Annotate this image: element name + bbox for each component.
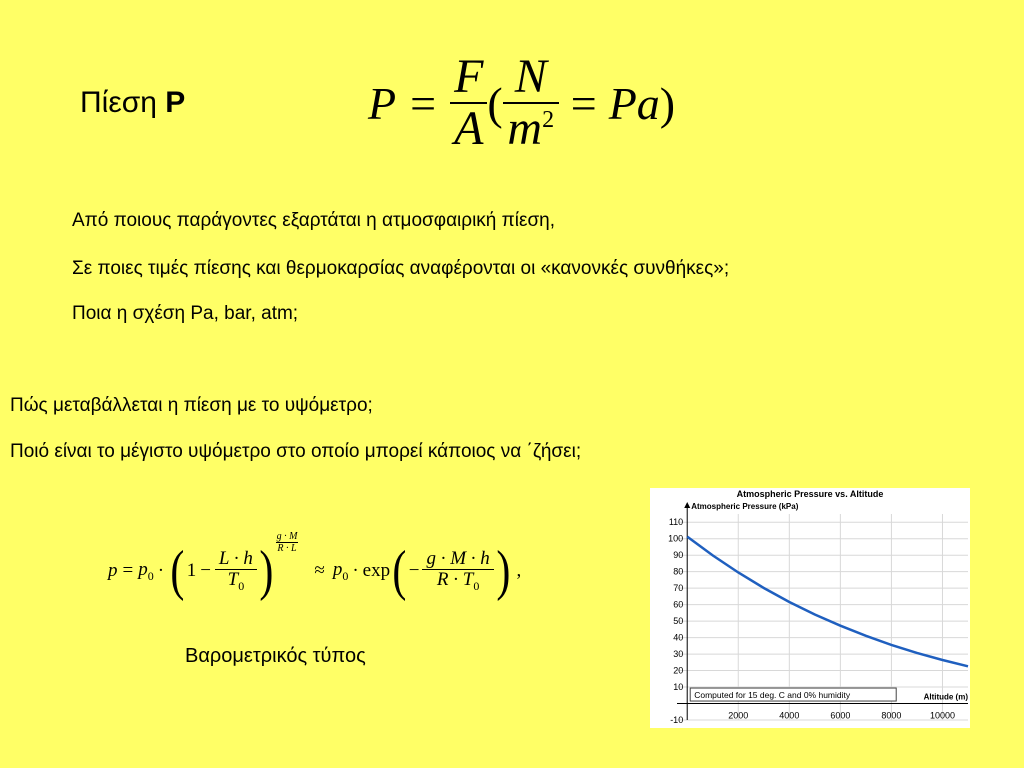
- y-tick-label: 40: [673, 632, 684, 643]
- x-tick-label: 6000: [830, 710, 851, 721]
- y-tick-label: 60: [673, 599, 684, 610]
- pressure-formula: [368, 52, 675, 155]
- baro-p0-2-sub: 0: [342, 568, 349, 583]
- baro-exp-den: R · L: [277, 543, 297, 554]
- force-over-area: [450, 52, 487, 155]
- m2-denominator: [503, 104, 558, 154]
- baro-lhs: p: [108, 560, 118, 581]
- baro-t0-sub: 0: [238, 579, 245, 594]
- baro-equals: =: [122, 560, 134, 581]
- baro-exp-fn: exp: [362, 560, 391, 581]
- baro-p0-2: [333, 559, 349, 584]
- question-5: Ποιό είναι το μέγιστο υψόμετρο στο οποίο μπορεί κάποιος να ΄ζήσει;: [10, 441, 582, 462]
- y-tick-label: 30: [673, 649, 684, 660]
- pascal-unit: Pa: [608, 77, 660, 129]
- question-4: Πώς μεταβάλλεται η πίεση με το υψόμετρο;: [10, 395, 373, 416]
- baro-minus-2: −: [408, 560, 420, 581]
- baro-gmh: g · M · h: [422, 549, 493, 570]
- baro-exp-num: g · M: [276, 531, 298, 542]
- baro-rt0: [433, 570, 483, 592]
- meter-symbol: m: [507, 102, 543, 156]
- x-axis-label: Altitude (m): [923, 692, 968, 702]
- baro-left-paren-2: (: [392, 540, 407, 602]
- baro-minus: −: [200, 560, 211, 581]
- baro-gmh-over-rt0: [422, 549, 493, 592]
- area-symbol: A: [454, 102, 484, 156]
- baro-p0-sub: 0: [147, 568, 154, 583]
- baro-p0-letter: p: [138, 558, 148, 580]
- y-axis-label: Atmospheric Pressure (kPa): [691, 502, 799, 511]
- title-bold-symbol: P: [165, 86, 186, 119]
- y-axis-arrow: [684, 502, 690, 508]
- chart-title: Atmospheric Pressure vs. Altitude: [736, 489, 884, 499]
- baro-p0: [138, 559, 154, 584]
- chart-svg: [650, 488, 970, 728]
- formula-equals-2: =: [570, 77, 597, 129]
- newton-symbol: N: [503, 52, 559, 104]
- baro-lh-over-t0: [215, 549, 257, 592]
- x-tick-label: 2000: [728, 710, 749, 721]
- y-tick-label: 80: [673, 566, 684, 577]
- pressure-altitude-chart: [650, 488, 970, 728]
- y-tick-label: 110: [668, 517, 684, 528]
- title-text: Πίεση: [80, 86, 166, 119]
- force-symbol: F: [450, 52, 487, 104]
- y-tick-label: 50: [673, 616, 684, 627]
- baro-t0: [224, 570, 249, 592]
- baro-rt-letters: R · T: [436, 569, 474, 591]
- baro-p0-2-letter: p: [332, 558, 343, 580]
- question-2: Σε ποιες τιμές πίεσης και θερμοκαρσίας αναφέρονται οι «κανονκές συνθήκες»;: [72, 258, 730, 279]
- question-1: Από ποιους παράγοντες εξαρτάται η ατμοσφαιρική πίεση,: [72, 210, 556, 231]
- y-tick-label: -10: [670, 715, 684, 725]
- barometric-caption: Βαρομετρικός τύπος: [185, 645, 366, 667]
- y-tick-label: 90: [673, 550, 684, 561]
- square-exponent: 2: [542, 107, 555, 134]
- baro-comma: ,: [516, 560, 522, 581]
- annotation-text: Computed for 15 deg. C and 0% humidity: [694, 690, 851, 701]
- baro-right-paren-1: ): [259, 540, 274, 602]
- y-tick-label: 20: [673, 665, 684, 676]
- baro-approx: ≈: [314, 560, 325, 581]
- newton-per-m2: [503, 52, 559, 155]
- question-3: Ποια η σχέση Pa, bar, atm;: [72, 303, 299, 324]
- y-tick-label: 70: [673, 583, 684, 594]
- x-tick-label: 4000: [779, 710, 800, 721]
- y-tick-label: 10: [673, 682, 684, 693]
- formula-open-paren: (: [487, 77, 503, 129]
- formula-equals-1: =: [410, 77, 437, 129]
- x-tick-label: 10000: [929, 710, 955, 721]
- formula-lhs: P: [368, 77, 397, 129]
- baro-t0-letter: T: [227, 569, 239, 591]
- barometric-formula: [108, 531, 522, 607]
- baro-dot-2: ·: [352, 560, 359, 581]
- baro-lh: L · h: [215, 549, 257, 570]
- x-tick-label: 8000: [881, 710, 902, 721]
- y-tick-label: 100: [668, 533, 684, 544]
- baro-left-paren-1: (: [170, 540, 185, 602]
- baro-right-paren-2: ): [496, 540, 511, 602]
- baro-one: 1: [186, 560, 197, 581]
- page-title: [80, 86, 185, 120]
- pressure-curve: [687, 537, 968, 667]
- baro-exponent: [276, 531, 299, 554]
- baro-rt-sub: 0: [473, 579, 480, 594]
- baro-dot: ·: [157, 560, 165, 581]
- formula-close-paren: ): [659, 77, 676, 129]
